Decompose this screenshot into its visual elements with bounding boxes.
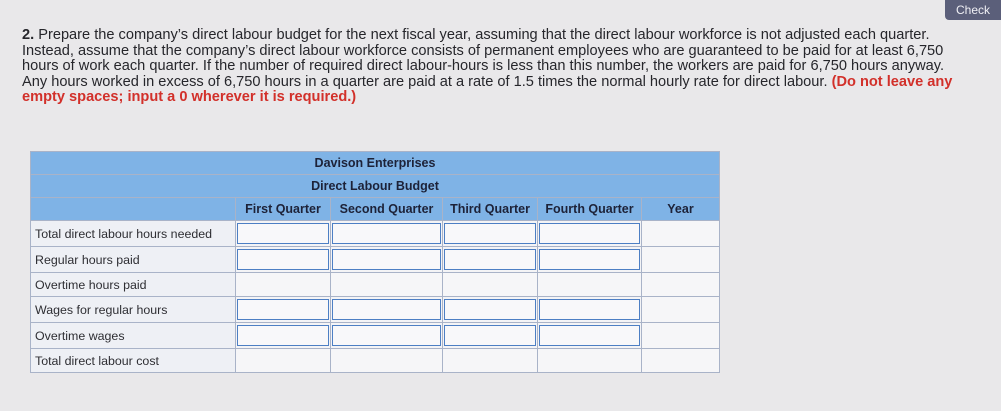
row-label: Total direct labour hours needed <box>31 221 236 247</box>
input-cell-q2[interactable] <box>331 297 443 323</box>
answer-input[interactable] <box>237 223 329 244</box>
table-row <box>31 349 720 373</box>
input-cell-q3[interactable] <box>443 323 538 349</box>
computed-cell-q3 <box>443 349 538 373</box>
input-cell-q1[interactable] <box>236 247 331 273</box>
computed-cell-q4 <box>538 273 642 297</box>
answer-input[interactable] <box>444 325 536 346</box>
input-cell-q2[interactable] <box>331 247 443 273</box>
computed-cell-year <box>642 247 720 273</box>
input-cell-q1[interactable] <box>236 323 331 349</box>
budget-title: Direct Labour Budget <box>31 175 720 198</box>
computed-cell-year <box>642 349 720 373</box>
answer-input[interactable] <box>539 325 640 346</box>
col-header-q2: Second Quarter <box>331 198 443 221</box>
table-row <box>31 297 720 323</box>
answer-input[interactable] <box>332 325 441 346</box>
answer-input[interactable] <box>332 223 441 244</box>
computed-cell-q4 <box>538 349 642 373</box>
computed-cell-year <box>642 221 720 247</box>
input-cell-q2[interactable] <box>331 221 443 247</box>
computed-cell-q2 <box>331 349 443 373</box>
answer-input[interactable] <box>539 223 640 244</box>
col-header-q3: Third Quarter <box>443 198 538 221</box>
computed-cell-q1 <box>236 273 331 297</box>
input-cell-q4[interactable] <box>538 221 642 247</box>
input-cell-q3[interactable] <box>443 247 538 273</box>
computed-cell-q2 <box>331 273 443 297</box>
answer-input[interactable] <box>444 249 536 270</box>
table-row <box>31 247 720 273</box>
answer-input[interactable] <box>444 223 536 244</box>
col-header-q4: Fourth Quarter <box>538 198 642 221</box>
table-row <box>31 273 720 297</box>
direct-labour-budget-table <box>30 151 720 373</box>
input-cell-q3[interactable] <box>443 221 538 247</box>
computed-cell-year <box>642 323 720 349</box>
answer-input[interactable] <box>237 325 329 346</box>
row-label: Regular hours paid <box>31 247 236 273</box>
question-number: 2. <box>22 27 35 43</box>
answer-input[interactable] <box>332 249 441 270</box>
answer-input[interactable] <box>332 299 441 320</box>
input-cell-q4[interactable] <box>538 247 642 273</box>
row-label: Wages for regular hours <box>31 297 236 323</box>
row-label: Overtime wages <box>31 323 236 349</box>
question-body: Prepare the company’s direct labour budget for the next fiscal year, assuming that the direct labour workforce is not adjusted each quarter. Instead, assume that the company’s direct labour workforce consists of permanent employees who are guaranteed to be paid for at least 6,750 hours of work each quarter. If the number of required direct labour-hours is less than this number, the workers are paid for 6,750 hours anyway. Any hours worked in excess of 6,750 hours in a quarter are paid at a rate of 1.5 times the normal hourly rate for direct labour. <box>22 27 945 90</box>
company-name: Davison Enterprises <box>31 152 720 175</box>
check-button[interactable]: Check <box>945 0 1001 20</box>
computed-cell-year <box>642 273 720 297</box>
answer-input[interactable] <box>539 249 640 270</box>
input-cell-q3[interactable] <box>443 297 538 323</box>
input-cell-q1[interactable] <box>236 297 331 323</box>
row-label: Total direct labour cost <box>31 349 236 373</box>
computed-cell-year <box>642 297 720 323</box>
input-cell-q4[interactable] <box>538 323 642 349</box>
input-cell-q1[interactable] <box>236 221 331 247</box>
answer-input[interactable] <box>444 299 536 320</box>
col-header-year: Year <box>642 198 720 221</box>
computed-cell-q1 <box>236 349 331 373</box>
header-blank <box>31 198 236 221</box>
question-warning: (Do not leave any empty spaces; input a 0 wherever it is required.) <box>22 73 953 105</box>
input-cell-q2[interactable] <box>331 323 443 349</box>
answer-input[interactable] <box>237 249 329 270</box>
row-label: Overtime hours paid <box>31 273 236 297</box>
table-row <box>31 323 720 349</box>
question-text <box>22 28 967 106</box>
answer-input[interactable] <box>237 299 329 320</box>
answer-input[interactable] <box>539 299 640 320</box>
col-header-q1: First Quarter <box>236 198 331 221</box>
table-row <box>31 221 720 247</box>
input-cell-q4[interactable] <box>538 297 642 323</box>
computed-cell-q3 <box>443 273 538 297</box>
